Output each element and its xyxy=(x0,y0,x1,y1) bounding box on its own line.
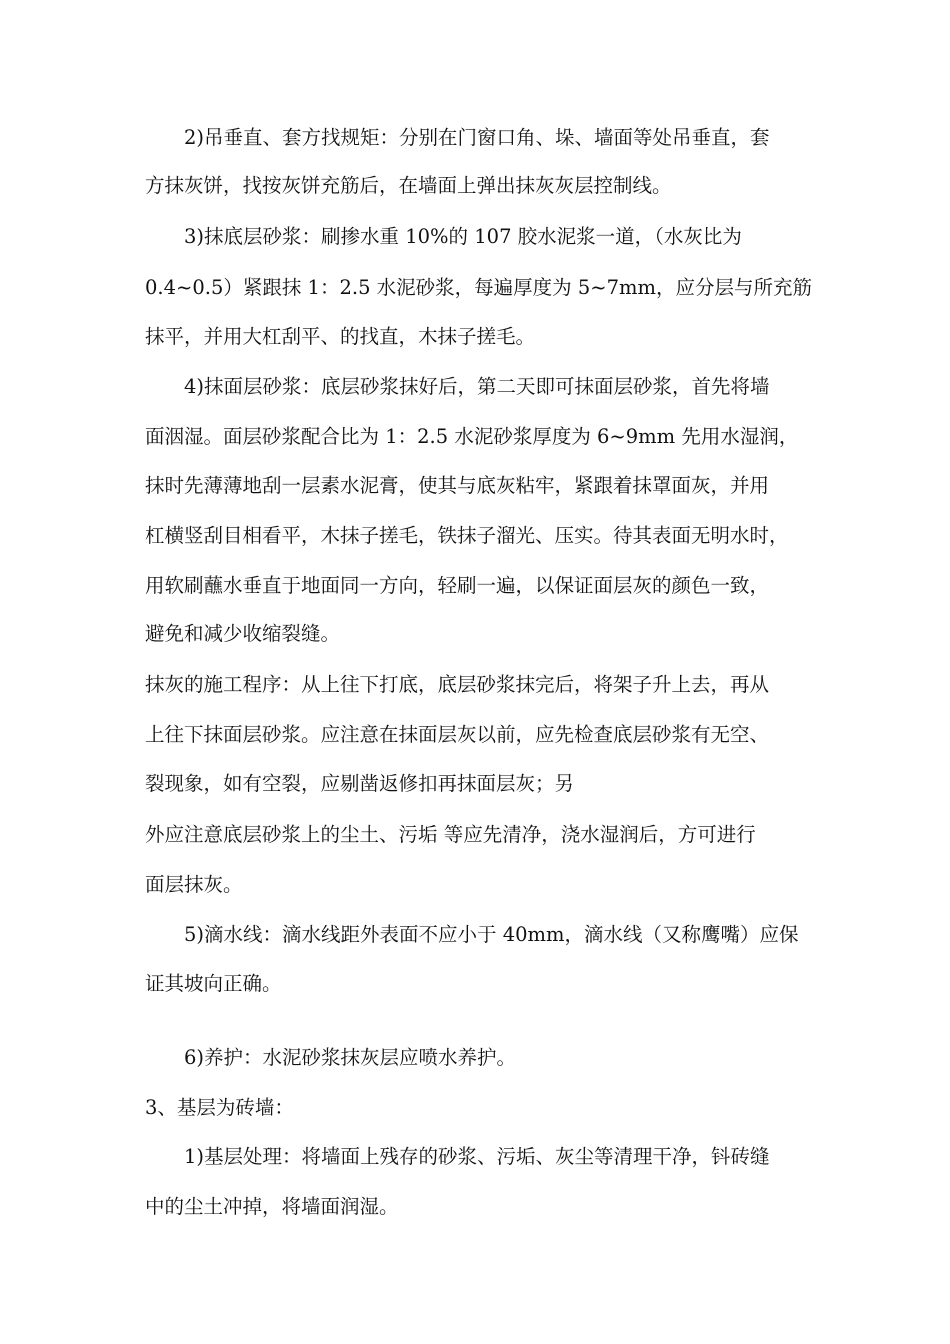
text-line: 2)吊垂直、套方找规矩：分别在门窗口角、垛、墙面等处吊垂直，套 xyxy=(184,126,770,149)
text-line: 上往下抹面层砂浆。应注意在抹面层灰以前，应先检查底层砂浆有无空、 xyxy=(145,723,770,746)
text-line: 避免和减少收缩裂缝。 xyxy=(145,622,341,645)
text-line: 裂现象，如有空裂，应剔凿返修扣再抹面层灰；另 xyxy=(145,772,575,795)
text-line: 1)基层处理：将墙面上残存的砂浆、污垢、灰尘等清理干净，钭砖缝 xyxy=(184,1145,770,1168)
text-line: 面层抹灰。 xyxy=(145,873,243,896)
text-line: 抹平，并用大杠刮平、的找直，木抹子搓毛。 xyxy=(145,325,536,348)
text-line: 杠横竖刮目相看平，木抹子搓毛，铁抹子溜光、压实。待其表面无明水时， xyxy=(145,524,789,547)
text-line: 方抹灰饼，找按灰饼充筋后，在墙面上弹出抹灰灰层控制线。 xyxy=(145,174,672,197)
text-line: 6)养护：水泥砂浆抹灰层应喷水养护。 xyxy=(184,1046,517,1069)
text-line: 证其坡向正确。 xyxy=(145,972,282,995)
text-line: 3、基层为砖墙： xyxy=(145,1096,294,1119)
text-line: 0.4~0.5）紧跟抹 1：2.5 水泥砂浆，每遍厚度为 5~7mm，应分层与所充筋 xyxy=(145,276,813,299)
text-line: 外应注意底层砂浆上的尘土、污垢 等应先清净，浇水湿润后，方可进行 xyxy=(145,823,756,846)
text-line: 抹时先薄薄地刮一层素水泥膏，使其与底灰粘牢，紧跟着抹罩面灰，并用 xyxy=(145,474,770,497)
text-line: 3)抹底层砂浆：刷掺水重 10%的 107 胶水泥浆一道，（水灰比为 xyxy=(184,225,742,248)
text-line: 5)滴水线：滴水线距外表面不应小于 40mm，滴水线（又称鹰嘴）应保 xyxy=(184,923,799,946)
text-line: 中的尘土冲掉，将墙面润湿。 xyxy=(145,1195,399,1218)
text-line: 用软刷蘸水垂直于地面同一方向，轻刷一遍，以保证面层灰的颜色一致， xyxy=(145,574,770,597)
text-line: 抹灰的施工程序：从上往下打底，底层砂浆抹完后，将架子升上去，再从 xyxy=(145,673,770,696)
text-line: 面洇湿。面层砂浆配合比为 1：2.5 水泥砂浆厚度为 6~9mm 先用水湿润， xyxy=(145,425,799,448)
text-line: 4)抹面层砂浆：底层砂浆抹好后，第二天即可抹面层砂浆，首先将墙 xyxy=(184,375,770,398)
